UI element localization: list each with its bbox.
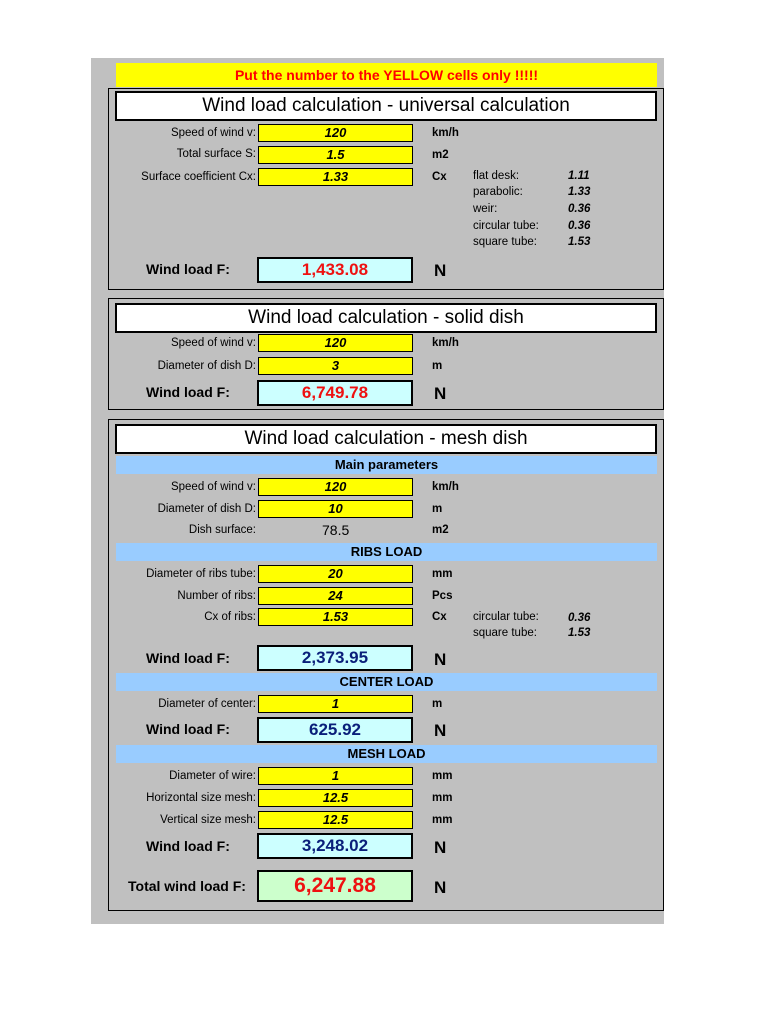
solid-load-unit: N (434, 384, 447, 403)
ribs-cx-input[interactable]: 1.53 (258, 608, 413, 626)
solid-speed-label: Speed of wind v: (170, 337, 256, 349)
ribs-coef-value: 1.53 (568, 627, 591, 639)
wire-diameter-input[interactable]: 1 (258, 767, 413, 785)
mesh-diameter-input[interactable]: 10 (258, 500, 413, 518)
wire-diameter-unit: mm (432, 770, 453, 782)
ribs-count-unit: Pcs (432, 590, 453, 602)
universal-load-label: Wind load F: (146, 261, 230, 277)
ribs-tube-label: Diameter of ribs tube: (146, 568, 256, 580)
ribs-tube-input[interactable]: 20 (258, 565, 413, 583)
coef-value: 1.33 (568, 186, 591, 198)
mesh-load-result: 3,248.02 (257, 833, 413, 859)
solid-speed-unit: km/h (432, 337, 459, 349)
center-load-label: Wind load F: (146, 721, 230, 737)
ribs-cx-label: Cx of ribs: (204, 611, 256, 623)
solid-diameter-unit: m (432, 360, 443, 372)
universal-load-result: 1,433.08 (257, 257, 413, 283)
total-load-unit: N (434, 878, 447, 897)
dish-surface-label: Dish surface: (188, 524, 256, 536)
coef-value: 0.36 (568, 203, 591, 215)
center-load-result: 625.92 (257, 717, 413, 743)
ribs-cx-unit: Cx (432, 611, 447, 623)
dish-surface-unit: m2 (432, 524, 449, 536)
mesh-load-label: Wind load F: (146, 838, 230, 854)
mesh-speed-input[interactable]: 120 (258, 478, 413, 496)
horizontal-mesh-label: Horizontal size mesh: (146, 792, 256, 804)
ribs-coef-value: 0.36 (568, 612, 591, 624)
universal-speed-input[interactable]: 120 (258, 124, 413, 142)
coef-value: 1.53 (568, 236, 591, 248)
coef-name: weir: (473, 203, 498, 215)
universal-coef-input[interactable]: 1.33 (258, 168, 413, 186)
mesh-diameter-label: Diameter of dish D: (157, 503, 256, 515)
vertical-mesh-unit: mm (432, 814, 453, 826)
total-load-result: 6,247.88 (257, 870, 413, 902)
horizontal-mesh-input[interactable]: 12.5 (258, 789, 413, 807)
solid-diameter-label: Diameter of dish D: (157, 360, 256, 372)
mesh-speed-unit: km/h (432, 481, 459, 493)
wire-diameter-label: Diameter of wire: (169, 770, 256, 782)
coef-name: square tube: (473, 236, 537, 248)
universal-speed-label: Speed of wind v: (170, 127, 256, 139)
universal-speed-unit: km/h (432, 127, 459, 139)
center-diameter-input[interactable]: 1 (258, 695, 413, 713)
vertical-mesh-label: Vertical size mesh: (160, 814, 256, 826)
universal-surface-label: Total surface S: (176, 148, 256, 160)
ribs-load-unit: N (434, 650, 447, 669)
universal-coef-unit: Cx (432, 171, 447, 183)
solid-load-label: Wind load F: (146, 384, 230, 400)
horizontal-mesh-unit: mm (432, 792, 453, 804)
ribs-load-result: 2,373.95 (257, 645, 413, 671)
solid-title: Wind load calculation - solid dish (115, 303, 657, 333)
center-load-unit: N (434, 721, 447, 740)
solid-speed-input[interactable]: 120 (258, 334, 413, 352)
instruction-banner: Put the number to the YELLOW cells only !!!!! (116, 63, 657, 87)
mesh-load-band: MESH LOAD (116, 745, 657, 763)
solid-load-result: 6,749.78 (257, 380, 413, 406)
ribs-load-band: RIBS LOAD (116, 543, 657, 561)
center-diameter-label: Diameter of center: (158, 698, 256, 710)
coef-value: 0.36 (568, 220, 591, 232)
universal-coef-label: Surface coefficient Cx: (141, 171, 256, 183)
mesh-load-unit: N (434, 838, 447, 857)
total-load-label: Total wind load F: (128, 878, 246, 894)
universal-title: Wind load calculation - universal calculation (115, 91, 657, 121)
vertical-mesh-input[interactable]: 12.5 (258, 811, 413, 829)
ribs-count-label: Number of ribs: (177, 590, 256, 602)
center-diameter-unit: m (432, 698, 443, 710)
ribs-load-label: Wind load F: (146, 650, 230, 666)
universal-surface-input[interactable]: 1.5 (258, 146, 413, 164)
center-load-band: CENTER LOAD (116, 673, 657, 691)
coef-value: 1.11 (568, 170, 590, 182)
coef-name: flat desk: (473, 170, 520, 182)
dish-surface-value: 78.5 (322, 522, 350, 538)
ribs-count-input[interactable]: 24 (258, 587, 413, 605)
coef-name: parabolic: (473, 186, 523, 198)
ribs-coef-name: circular tube: (473, 611, 539, 623)
ribs-coef-name: square tube: (473, 627, 537, 639)
universal-surface-unit: m2 (432, 149, 449, 161)
solid-diameter-input[interactable]: 3 (258, 357, 413, 375)
mesh-diameter-unit: m (432, 503, 443, 515)
main-parameters-band: Main parameters (116, 456, 657, 474)
ribs-tube-unit: mm (432, 568, 453, 580)
universal-load-unit: N (434, 261, 447, 280)
mesh-speed-label: Speed of wind v: (170, 481, 256, 493)
mesh-title: Wind load calculation - mesh dish (115, 424, 657, 454)
coef-name: circular tube: (473, 220, 539, 232)
